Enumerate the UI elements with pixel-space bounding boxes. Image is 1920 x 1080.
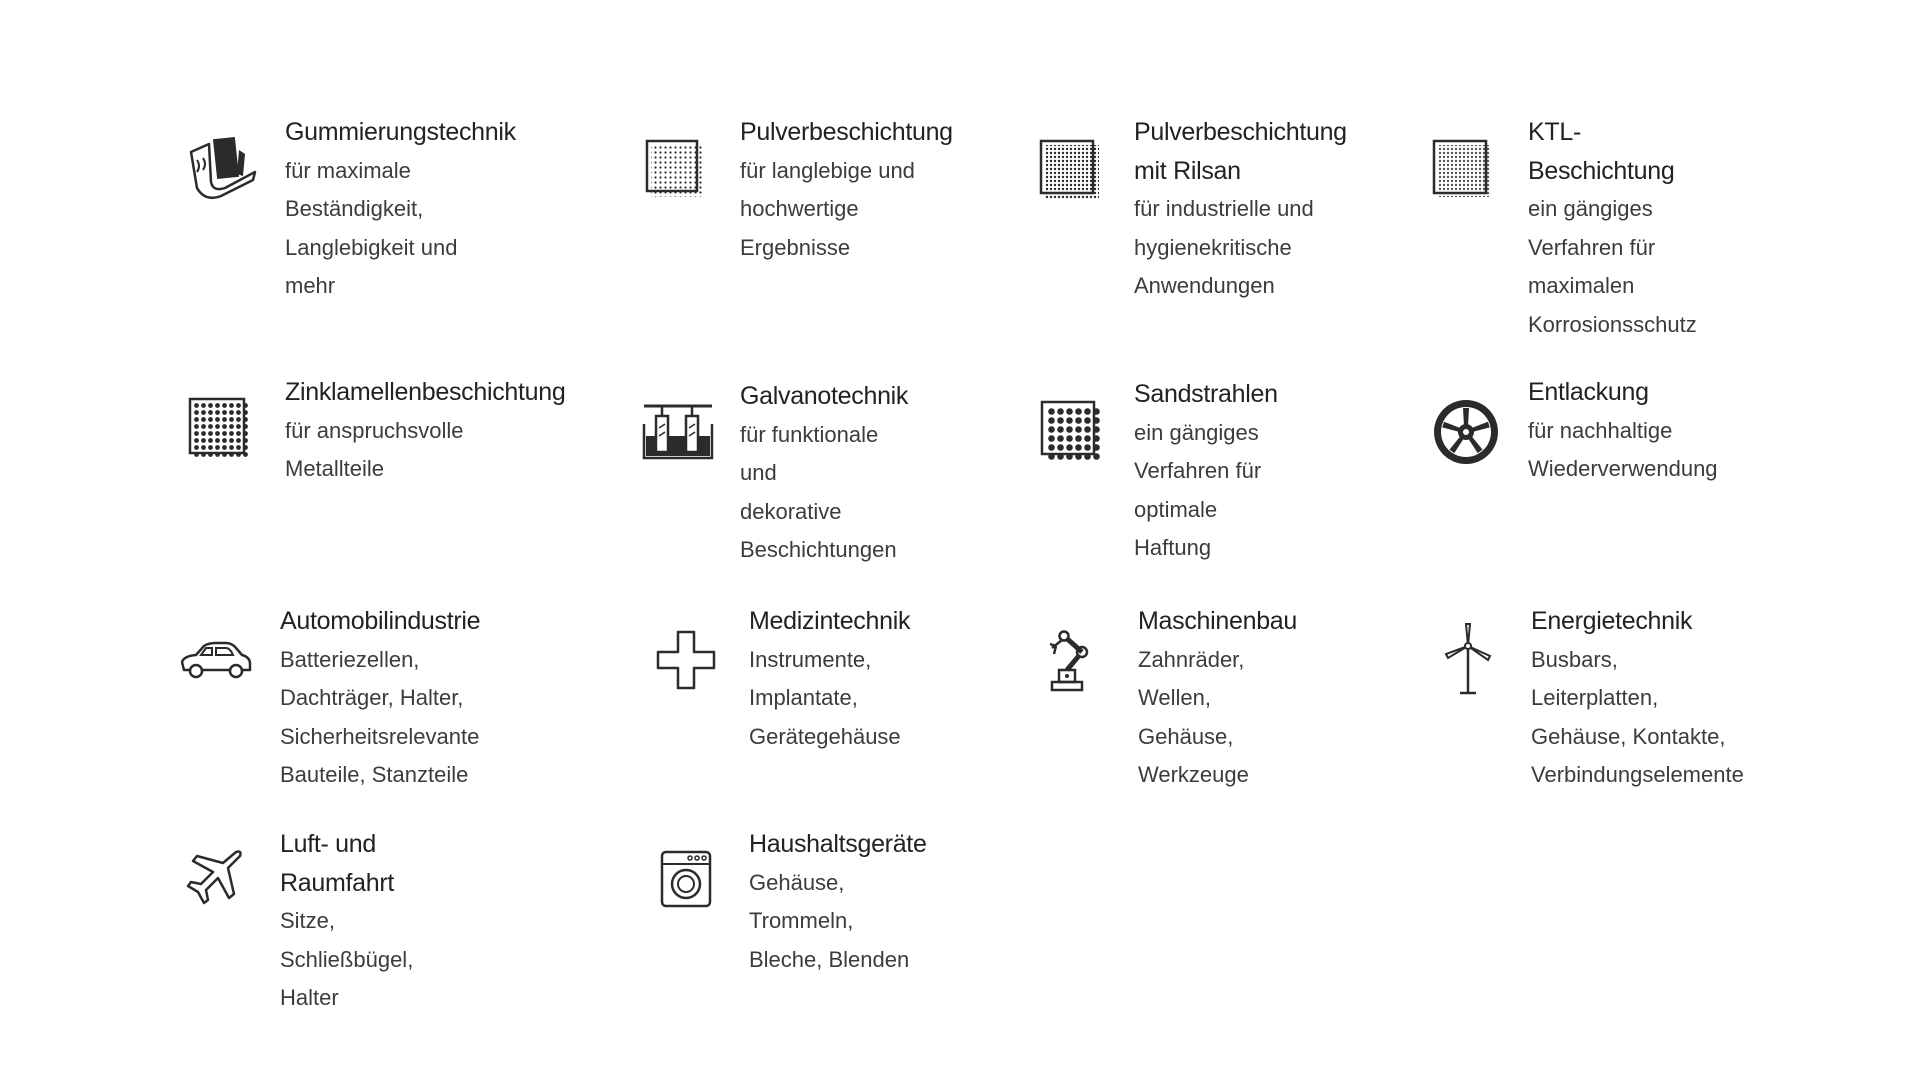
service-title: Pulverbeschichtung [740, 118, 953, 146]
industry-title: Haushaltsgeräte [749, 830, 927, 858]
ktl-coating-icon [1430, 135, 1502, 207]
service-title: Galvanotechnik [740, 382, 909, 410]
service-description: ein gängiges Verfahren für optimale Haftung [1134, 419, 1262, 560]
industry-description: Instrumente, Implantate, Gerätegehäuse [749, 646, 901, 749]
wheel-rim-icon [1430, 396, 1502, 468]
zinc-flake-icon [186, 395, 258, 467]
service-description: ein gängiges Verfahren für maximalen Korrosionsschutz [1528, 196, 1697, 337]
washing-machine-icon [658, 848, 716, 910]
service-description: für langlebige und hochwertige Ergebnisse [740, 157, 915, 260]
service-description: für maximale Beständigkeit, Langlebigkeit und mehr [285, 157, 458, 298]
service-description: für industrielle und hygienekritische Anwendungen [1134, 196, 1314, 298]
service-title: Pulverbeschichtung mit Rilsan [1134, 118, 1347, 185]
industry-title: Automobilindustrie [280, 607, 481, 635]
service-title: Entlackung [1528, 378, 1649, 406]
service-title: KTL-Beschichtung [1528, 118, 1675, 185]
robot-arm-icon [1042, 624, 1108, 694]
service-title: Gummierungstechnik [285, 118, 516, 146]
industry-description: Zahnräder, Wellen, Gehäuse, Werkzeuge [1138, 646, 1249, 787]
rubber-lining-icon [183, 130, 263, 210]
rilsan-coating-icon [1037, 135, 1109, 207]
service-description: für nachhaltige Wiederverwendung [1528, 417, 1718, 481]
industry-description: Batteriezellen, Dachträger, Halter, Sicherheitsrelevante Bauteile, Stanzteile [280, 646, 480, 787]
powder-coating-icon [643, 135, 715, 207]
industry-title: Luft- und Raumfahrt [280, 830, 395, 897]
service-description: für anspruchsvolle Metallteile [285, 417, 464, 481]
service-title: Zinklamellenbeschichtung [285, 378, 566, 406]
wind-turbine-icon [1440, 620, 1496, 696]
service-description: für funktionale und dekorative Beschichtungen [740, 421, 897, 562]
industry-description: Busbars, Leiterplatten, Gehäuse, Kontakte, Verbindungselemente [1531, 646, 1744, 787]
sandblasting-icon [1038, 398, 1110, 470]
industry-title: Maschinenbau [1138, 607, 1298, 635]
service-title: Sandstrahlen [1134, 380, 1278, 408]
airplane-icon [182, 846, 246, 910]
industry-title: Energietechnik [1531, 607, 1693, 635]
car-icon [178, 638, 254, 682]
medical-cross-icon [654, 628, 718, 692]
electroplating-icon [640, 400, 716, 464]
industry-description: Gehäuse, Trommeln, Bleche, Blenden [749, 869, 910, 972]
industry-title: Medizintechnik [749, 607, 911, 635]
industry-description: Sitze, Schließbügel, Halter [280, 908, 414, 1010]
